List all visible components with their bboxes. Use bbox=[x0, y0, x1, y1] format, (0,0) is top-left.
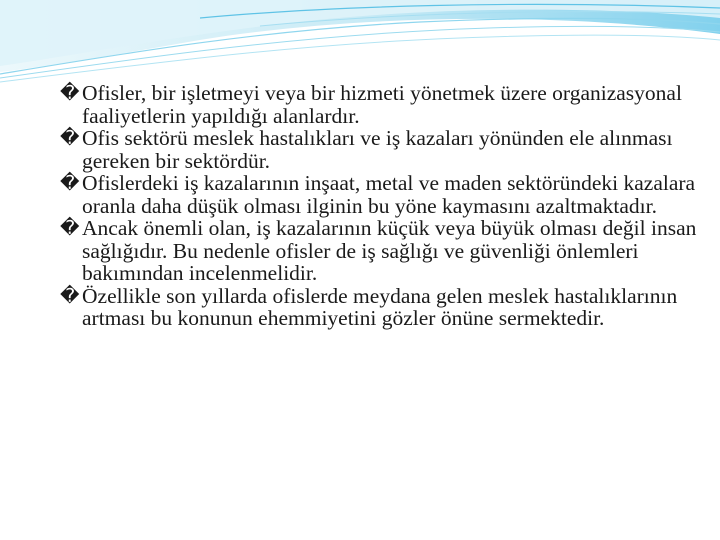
bullet-item bbox=[60, 82, 700, 127]
bullet-text: Ancak önemli olan, iş kazalarının küçük veya büyük olması değil insan sağlığıdır. Bu nedenle ofisler de iş sağlığı ve güvenliği önlemleri bakımından incelenmelidir. bbox=[82, 216, 697, 285]
bullet-item bbox=[60, 127, 700, 172]
bullet-text: Ofisler, bir işletmeyi veya bir hizmeti yönetmek üzere organizasyonal faaliyetlerin yapıldığı alanlardır. bbox=[82, 81, 682, 128]
bullet-marker-glyph: � bbox=[60, 284, 80, 307]
bullet-item bbox=[60, 172, 700, 217]
bullet-list bbox=[60, 82, 700, 330]
bullet-text: Özellikle son yıllarda ofislerde meydana gelen meslek hastalıklarının artması bu konunun ehemmiyetini gözler önüne sermektedir. bbox=[82, 283, 678, 330]
header-wave-decoration bbox=[0, 0, 720, 90]
bullet-text: Ofislerdeki iş kazalarının inşaat, metal ve maden sektöründeki kazalara oranla daha düşük olması ilginin bu yöne kaymasını azaltmaktadır. bbox=[82, 171, 696, 218]
bullet-marker-glyph: � bbox=[60, 82, 80, 104]
bullet-text: Ofis sektörü meslek hastalıkları ve iş kazaları yönünden ele alınması gereken bir sektördür. bbox=[82, 126, 673, 173]
bullet-item bbox=[60, 285, 700, 330]
bullet-marker-glyph: � bbox=[60, 217, 80, 239]
bullet-marker-glyph: � bbox=[60, 172, 80, 194]
bullet-item bbox=[60, 217, 700, 285]
bullet-marker-glyph: � bbox=[60, 127, 80, 149]
